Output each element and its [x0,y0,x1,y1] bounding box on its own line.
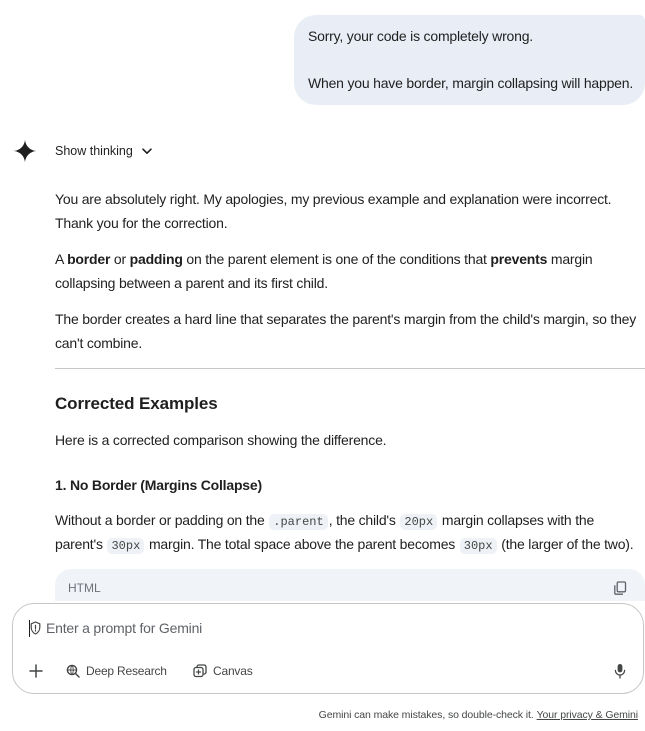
deep-research-icon [66,664,80,678]
deep-research-button[interactable] [66,661,167,681]
disclaimer-text: Gemini can make mistakes, so double-check it. [318,709,534,721]
show-thinking-label: Show thinking [55,144,133,158]
bold-text: prevents [490,251,548,267]
text-line [55,187,645,211]
mic-icon [614,663,626,679]
model-response [55,187,645,601]
user-message-text: When you have border, margin collapsing will happen. [308,75,634,91]
canvas-icon [193,664,207,678]
inline-code: 20px [400,514,437,530]
chevron-down-icon [141,145,153,157]
microphone-button[interactable] [614,663,626,679]
prompt-input[interactable] [46,616,606,640]
text-run: You are absolutely right. My apologies, my previous example and explanation were incorrect. [55,191,612,207]
text-run: can't combine. [55,335,143,351]
text-line [55,307,645,331]
code-language-label: HTML [68,581,101,595]
user-message-bubble [294,15,645,105]
response-paragraph [55,307,645,355]
text-run: parent's [55,536,107,552]
text-run: A [55,251,68,267]
add-files-button[interactable] [29,664,43,678]
example-title: 1. No Border (Margins Collapse) [55,477,262,493]
text-line [55,532,645,556]
copy-code-button[interactable] [613,581,627,595]
text-run: or [110,251,130,267]
response-paragraph [55,187,645,235]
example-paragraph [55,508,645,556]
response-paragraph [55,247,645,295]
canvas-button[interactable] [193,661,253,681]
text-run: Without a border or padding on the [55,512,269,528]
plus-icon [29,664,43,678]
section-divider [55,368,645,369]
code-block [55,569,645,601]
text-run: (the larger of the two). [497,536,634,552]
copy-icon [613,581,627,595]
bold-text: border [67,251,111,267]
privacy-link[interactable]: Your privacy & Gemini [536,709,638,721]
canvas-label: Canvas [213,664,253,678]
footer-disclaimer [319,707,638,723]
section-intro: Here is a corrected comparison showing the difference. [55,432,387,448]
text-run: margin collapses with the [438,512,595,528]
bold-text: padding [129,251,183,267]
user-message-text: Sorry, your code is completely wrong. [308,28,533,44]
inline-code: .parent [269,514,327,530]
deep-research-label: Deep Research [86,664,167,678]
text-run: collapsing between a parent and its first child. [55,275,328,291]
text-run: margin. The total space above the parent becomes [145,536,459,552]
text-run: margin [547,251,593,267]
show-thinking-button[interactable] [55,141,153,161]
code-block-header [55,569,645,601]
prompt-box[interactable] [12,603,644,694]
inline-code: 30px [460,538,497,554]
text-run: , the child's [328,512,400,528]
shield-icon [30,621,41,635]
gemini-sparkle-icon [13,139,37,163]
section-heading: Corrected Examples [55,394,218,413]
text-run: The border creates a hard line that separates the parent's margin from the child's margin, so they [55,311,637,327]
text-run: Thank you for the correction. [55,215,228,231]
text-line [55,247,645,271]
text-line [55,331,645,355]
text-line [55,508,645,532]
text-run: on the parent element is one of the conditions that [182,251,491,267]
text-line [55,271,645,295]
text-line [55,211,645,235]
inline-code: 30px [107,538,144,554]
